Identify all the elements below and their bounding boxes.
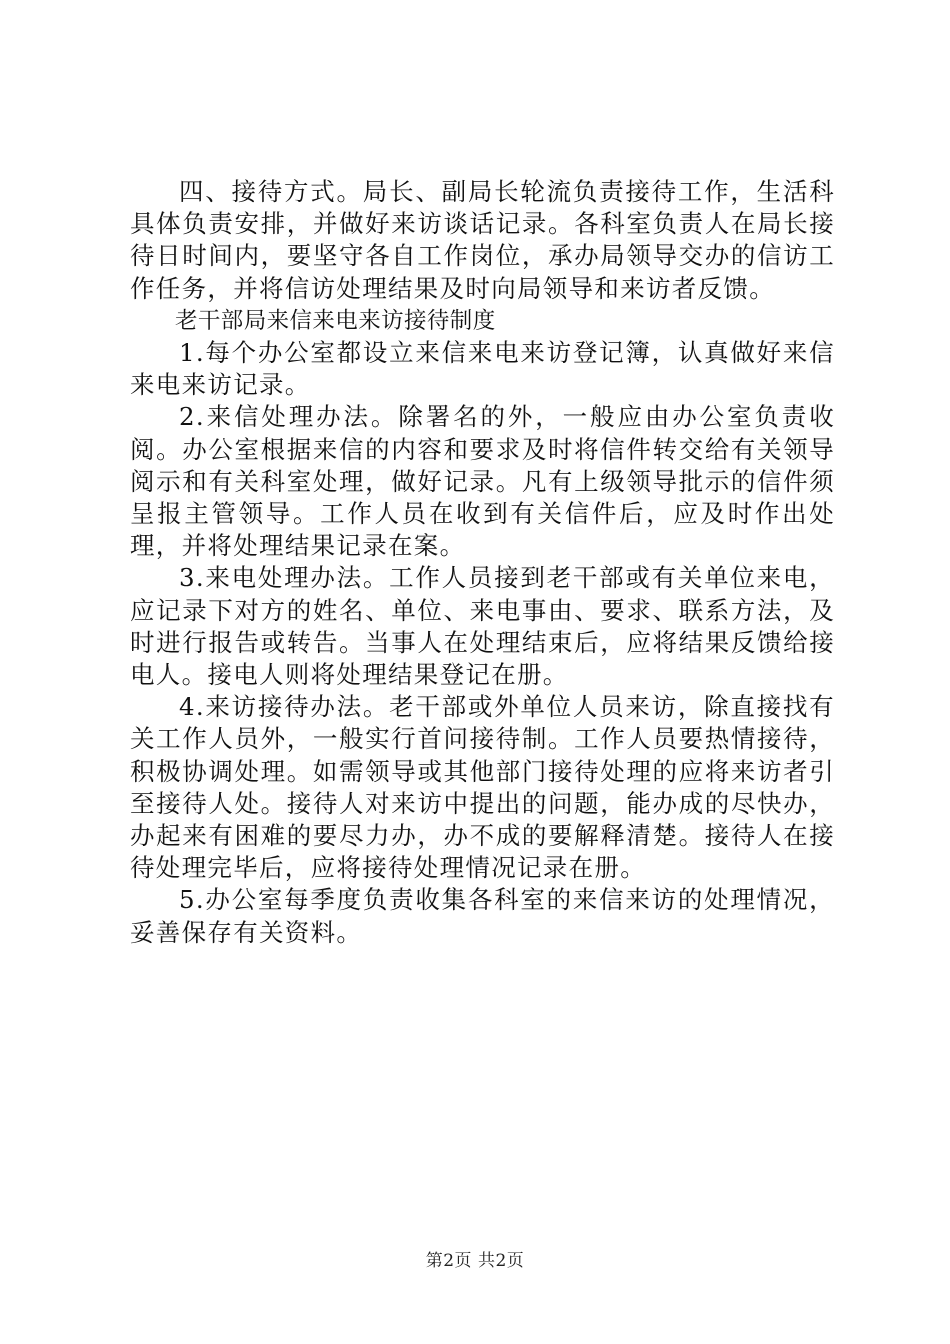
paragraph-reception-method: 四、接待方式。局长、副局长轮流负责接待工作，生活科具体负责安排，并做好来访谈话记录。各科室负责人在局长接待日时间内，要坚守各自工作岗位，承办局领导交办的信访工作任务，并将信访处理结果及时向局领导和来访者反馈。	[130, 177, 835, 303]
paragraph-item-2: 2.来信处理办法。除署名的外，一般应由办公室负责收阅。办公室根据来信的内容和要求及时将信件转交给有关领导阅示和有关科室处理，做好记录。凡有上级领导批示的信件须呈报主管领导。工作人员在收到有关信件后，应及时作出处理，并将处理结果记录在案。	[130, 402, 835, 561]
paragraph-item-3: 3.来电处理办法。工作人员接到老干部或有关单位来电，应记录下对方的姓名、单位、来电事由、要求、联系方法，及时进行报告或转告。当事人在处理结束后，应将结果反馈给接电人。接电人则将处理结果登记在册。	[130, 563, 835, 690]
paragraph-item-1: 1.每个办公室都设立来信来电来访登记簿，认真做好来信来电来访记录。	[130, 338, 835, 400]
paragraph-item-5: 5.办公室每季度负责收集各科室的来信来访的处理情况，妥善保存有关资料。	[130, 885, 835, 947]
section-title: 老干部局来信来电来访接待制度	[175, 307, 496, 334]
document-body	[130, 176, 835, 949]
paragraph-item-4: 4.来访接待办法。老干部或外单位人员来访，除直接找有关工作人员外，一般实行首问接待制。工作人员要热情接待，积极协调处理。如需领导或其他部门接待处理的应将来访者引至接待人处。接待人对来访中提出的问题，能办成的尽快办，办起来有困难的要尽力办，办不成的要解释清楚。接待人在接待处理完毕后，应将接待处理情况记录在册。	[130, 692, 835, 883]
page-footer: 第2页 共2页	[425, 1251, 525, 1271]
